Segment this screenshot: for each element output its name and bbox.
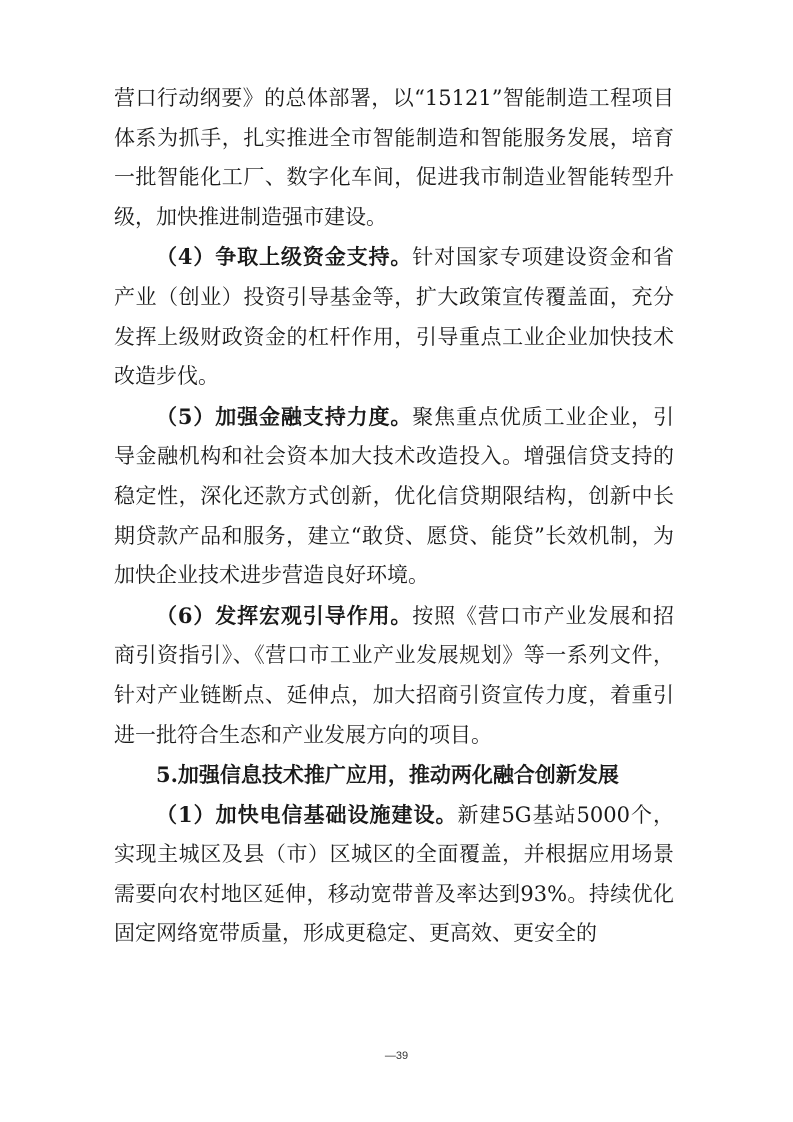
body-text [114,78,674,954]
paragraph-funding-support: （4）争取上级资金支持。针对国家专项建设资金和省产业（创业）投资引导基金等，扩大政策宣传覆盖面，充分发挥上级财政资金的杠杆作用，引导重点工业企业加快技术改造步伐。 [114,244,674,389]
paragraph-title: （5）加强金融支持力度。 [156,403,413,429]
page-number: —39 [384,1050,409,1062]
paragraph-title: （1）加快电信基础设施建设。 [156,801,458,827]
paragraph-title: （6）发挥宏观引导作用。 [156,602,413,628]
paragraph-telecom-infrastructure: （1）加快电信基础设施建设。新建5G基站5000个，实现主城区及县（市）区城区的全面覆盖，并根据应用场景需要向农村地区延伸，移动宽带普及率达到93%。持续优化固定网络宽带质量，形成更稳定、更高效、更安全的 [114,801,674,946]
paragraph-continuation: 营口行动纲要》的总体部署，以“15121”智能制造工程项目体系为抓手，扎实推进全市智能制造和智能服务发展，培育一批智能化工厂、数字化车间，促进我市制造业智能转型升级，加快推进制造强市建设。 [114,86,674,229]
section-heading: 5.加强信息技术推广应用，推动两化融合创新发展 [156,762,619,788]
paragraph-financial-support: （5）加强金融支持力度。聚焦重点优质工业企业，引导金融机构和社会资本加大技术改造投入。增强信贷支持的稳定性，深化还款方式创新，优化信贷期限结构，创新中长期贷款产品和服务，建立“敢贷、愿贷、能贷”长效机制，为加快企业技术进步营造良好环境。 [114,403,674,588]
paragraph-macro-guidance: （6）发挥宏观引导作用。按照《营口市产业发展和招商引资指引》、《营口市工业产业发展规划》等一系列文件，针对产业链断点、延伸点，加大招商引资宣传力度，着重引进一批符合生态和产业发展方向的项目。 [114,602,674,747]
paragraph-title: （4）争取上级资金支持。 [156,244,413,270]
